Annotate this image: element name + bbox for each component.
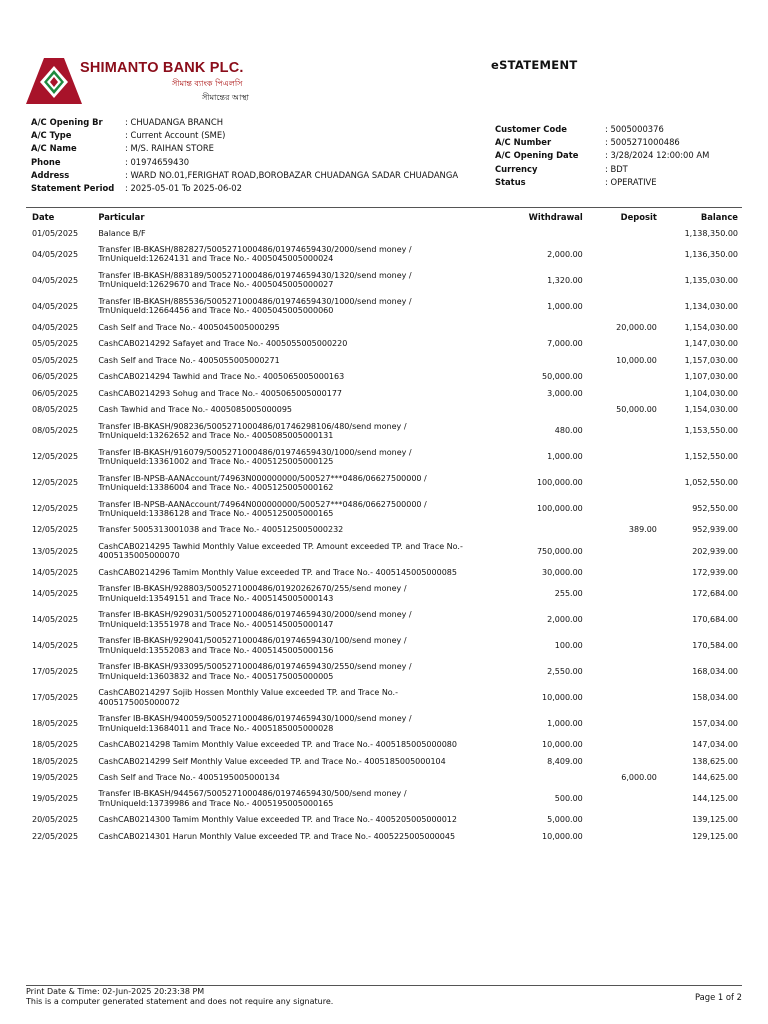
info-label: Statement Period xyxy=(31,183,115,194)
cell-particular xyxy=(92,336,485,352)
cell-particular xyxy=(92,241,485,267)
cell-particular xyxy=(92,633,485,659)
table-row xyxy=(26,241,742,267)
cell-date: 14/05/2025 xyxy=(32,640,79,650)
cell-balance: 1,138,350.00 xyxy=(684,228,738,238)
table-row xyxy=(26,581,742,607)
particular-line-1: Transfer 5005313001038 and Trace No.- 4005125005000232 xyxy=(98,525,344,535)
table-row xyxy=(26,522,742,538)
cell-withdrawal: 1,320.00 xyxy=(547,275,583,285)
particular-line-1: Cash Tawhid and Trace No.- 4005085005000095 xyxy=(98,404,293,414)
info-label: A/C Opening Date xyxy=(495,150,579,161)
cell-balance: 157,034.00 xyxy=(692,718,738,728)
particular-line-1: CashCAB0214297 Sojib Hossen Monthly Value exceeded TP. and Trace No.- xyxy=(98,688,398,698)
particular-line-1: CashCAB0214296 Tamim Monthly Value exceeded TP. and Trace No.- 4005145005000085 xyxy=(98,567,457,577)
cell-deposit xyxy=(587,385,661,401)
particular-line-2: 4005175005000072 xyxy=(98,697,180,707)
info-row xyxy=(495,136,709,149)
particular-line-1: CashCAB0214295 Tawhid Monthly Value exceeded TP. Amount exceeded TP. and Trace No.- xyxy=(98,541,463,551)
cell-particular xyxy=(92,352,485,368)
particular-line-2: TrnUniqueId:13386004 and Trace No.- 4005125005000162 xyxy=(98,482,334,492)
table-header-row xyxy=(26,209,742,225)
cell-date: 04/05/2025 xyxy=(32,275,79,285)
info-row xyxy=(31,182,458,195)
info-value: : M/S. RAIHAN STORE xyxy=(125,143,214,154)
info-row xyxy=(31,169,458,182)
cell-deposit xyxy=(587,753,661,769)
cell-withdrawal: 100,000.00 xyxy=(536,478,583,488)
particular-line-1: Transfer IB-BKASH/933095/5005271000486/01974659430/2550/send money / xyxy=(98,662,412,672)
cell-date: 05/05/2025 xyxy=(32,339,79,349)
cell-balance: 1,104,030.00 xyxy=(684,388,738,398)
table-row xyxy=(26,786,742,812)
cell-withdrawal xyxy=(485,769,587,785)
particular-line-1: CashCAB0214301 Harun Monthly Value exceeded TP. and Trace No.- 4005225005000045 xyxy=(98,831,456,841)
info-value: : WARD NO.01,FERIGHAT ROAD,BOROBAZAR CHUADANGA SADAR CHUADANGA xyxy=(125,169,459,180)
cell-balance: 1,154,030.00 xyxy=(684,322,738,332)
cell-withdrawal xyxy=(485,319,587,335)
info-row xyxy=(495,149,709,162)
cell-particular xyxy=(92,581,485,607)
info-label: Address xyxy=(31,169,70,180)
info-value: : OPERATIVE xyxy=(605,176,657,187)
particular-line-2: TrnUniqueId:13549151 and Trace No.- 4005145005000143 xyxy=(98,593,334,603)
cell-date: 18/05/2025 xyxy=(32,718,79,728)
cell-particular xyxy=(92,607,485,633)
cell-balance: 202,939.00 xyxy=(692,546,738,556)
table-row xyxy=(26,607,742,633)
cell-particular xyxy=(92,418,485,444)
particular-line-1: Cash Self and Trace No.- 4005055005000271 xyxy=(98,355,280,365)
particular-line-1: Transfer IB-NPSB-AANAccount/74963N000000000/500527***0486/06627500000 / xyxy=(98,473,427,483)
table-row xyxy=(26,633,742,659)
cell-particular xyxy=(92,225,485,241)
cell-withdrawal: 100.00 xyxy=(554,640,583,650)
table-row xyxy=(26,352,742,368)
cell-date: 04/05/2025 xyxy=(32,301,79,311)
cell-date: 19/05/2025 xyxy=(32,794,79,804)
particular-line-2: TrnUniqueId:13684011 and Trace No.- 4005185005000028 xyxy=(98,723,334,733)
cell-date: 08/05/2025 xyxy=(32,404,79,414)
table-row xyxy=(26,711,742,737)
particular-line-2: 4005135005000070 xyxy=(98,551,180,561)
col-header-deposit: Deposit xyxy=(620,212,657,222)
info-value: : 3/28/2024 12:00:00 AM xyxy=(605,150,710,161)
cell-particular xyxy=(92,737,485,753)
cell-date: 01/05/2025 xyxy=(32,228,79,238)
generated-note: This is a computer generated statement and does not require any signature. xyxy=(26,996,334,1006)
print-date: Print Date & Time: 02-Jun-2025 20:23:38 PM xyxy=(26,987,205,996)
info-label: A/C Opening Br xyxy=(31,117,103,127)
table-row xyxy=(26,564,742,580)
cell-particular xyxy=(92,401,485,417)
cell-deposit xyxy=(587,564,661,580)
bank-slogan-bengali: সীমান্তের আস্থা xyxy=(202,93,249,102)
table-row xyxy=(26,444,742,470)
cell-date: 06/05/2025 xyxy=(32,372,79,382)
cell-date: 20/05/2025 xyxy=(32,815,79,825)
cell-deposit xyxy=(587,241,661,267)
cell-deposit xyxy=(587,633,661,659)
cell-balance: 1,052,550.00 xyxy=(684,478,738,488)
table-row xyxy=(26,293,742,319)
cell-date: 06/05/2025 xyxy=(32,388,79,398)
cell-deposit xyxy=(587,538,661,564)
cell-date: 08/05/2025 xyxy=(32,426,79,436)
col-header-withdrawal: Withdrawal xyxy=(528,212,583,222)
info-value: : Current Account (SME) xyxy=(125,130,226,141)
table-row xyxy=(26,225,742,241)
table-row xyxy=(26,401,742,417)
cell-particular xyxy=(92,496,485,522)
cell-particular xyxy=(92,538,485,564)
cell-deposit: 6,000.00 xyxy=(621,772,657,782)
cell-balance: 1,107,030.00 xyxy=(684,372,738,382)
info-row xyxy=(495,123,709,136)
cell-withdrawal: 1,000.00 xyxy=(547,718,583,728)
cell-balance: 1,152,550.00 xyxy=(684,452,738,462)
cell-withdrawal xyxy=(485,225,587,241)
cell-withdrawal: 10,000.00 xyxy=(542,740,583,750)
table-row xyxy=(26,470,742,496)
cell-deposit xyxy=(587,225,661,241)
cell-deposit: 10,000.00 xyxy=(616,355,657,365)
table-row xyxy=(26,685,742,711)
info-row xyxy=(31,129,458,142)
cell-date: 04/05/2025 xyxy=(32,249,79,259)
info-label: A/C Type xyxy=(31,130,72,141)
bank-logo xyxy=(24,56,254,106)
table-row xyxy=(26,753,742,769)
info-value: : CHUADANGA BRANCH xyxy=(125,117,224,127)
cell-particular xyxy=(92,444,485,470)
cell-withdrawal: 750,000.00 xyxy=(536,546,583,556)
cell-date: 05/05/2025 xyxy=(32,355,79,365)
transaction-rows xyxy=(26,225,742,844)
cell-particular xyxy=(92,470,485,496)
cell-deposit xyxy=(587,711,661,737)
cell-deposit xyxy=(587,737,661,753)
cell-particular xyxy=(92,769,485,785)
cell-deposit xyxy=(587,369,661,385)
cell-deposit xyxy=(587,685,661,711)
particular-line-1: Cash Self and Trace No.- 4005045005000295 xyxy=(98,322,280,332)
cell-withdrawal: 8,409.00 xyxy=(547,756,583,766)
cell-particular xyxy=(92,685,485,711)
cell-withdrawal: 5,000.00 xyxy=(547,815,583,825)
cell-balance: 138,625.00 xyxy=(692,756,738,766)
info-label: Customer Code xyxy=(495,124,567,134)
cell-particular xyxy=(92,786,485,812)
particular-line-1: CashCAB0214294 Tawhid and Trace No.- 4005065005000163 xyxy=(98,372,345,382)
particular-line-2: TrnUniqueId:13739986 and Trace No.- 4005195005000165 xyxy=(98,798,334,808)
table-row xyxy=(26,812,742,828)
cell-withdrawal: 2,000.00 xyxy=(547,249,583,259)
particular-line-2: TrnUniqueId:12629670 and Trace No.- 4005045005000027 xyxy=(98,280,334,290)
col-header-particular: Particular xyxy=(98,212,145,222)
cell-balance: 1,135,030.00 xyxy=(684,275,738,285)
particular-line-1: Transfer IB-BKASH/929041/5005271000486/01974659430/100/send money / xyxy=(98,636,407,646)
info-label: A/C Number xyxy=(495,137,552,148)
transaction-table xyxy=(26,209,742,844)
cell-date: 12/05/2025 xyxy=(32,452,79,462)
info-label: Status xyxy=(495,176,526,187)
info-row xyxy=(495,176,709,189)
cell-date: 14/05/2025 xyxy=(32,614,79,624)
table-row xyxy=(26,267,742,293)
particular-line-1: Transfer IB-BKASH/908236/5005271000486/01746298106/480/send money / xyxy=(98,421,407,431)
info-row xyxy=(495,163,709,176)
cell-withdrawal: 255.00 xyxy=(554,588,583,598)
cell-balance: 172,939.00 xyxy=(692,567,738,577)
particular-line-1: CashCAB0214298 Tamim Monthly Value exceeded TP. and Trace No.- 4005185005000080 xyxy=(98,740,457,750)
table-row xyxy=(26,769,742,785)
cell-deposit xyxy=(587,607,661,633)
bank-name: SHIMANTO BANK PLC. xyxy=(80,60,244,76)
cell-balance: 158,034.00 xyxy=(692,692,738,702)
cell-deposit: 50,000.00 xyxy=(616,404,657,414)
particular-line-1: CashCAB0214292 Safayet and Trace No.- 4005055005000220 xyxy=(98,339,348,349)
cell-particular xyxy=(92,659,485,685)
cell-particular xyxy=(92,385,485,401)
info-value: : 2025-05-01 To 2025-06-02 xyxy=(125,183,242,194)
table-row xyxy=(26,828,742,844)
cell-balance: 144,625.00 xyxy=(692,772,738,782)
particular-line-1: Balance B/F xyxy=(98,228,146,238)
info-row xyxy=(31,156,458,169)
info-label: Phone xyxy=(31,156,61,167)
particular-line-1: Transfer IB-NPSB-AANAccount/74964N000000000/500527***0486/06627500000 / xyxy=(98,499,427,509)
cell-balance: 144,125.00 xyxy=(692,794,738,804)
table-row xyxy=(26,737,742,753)
particular-line-1: Transfer IB-BKASH/928803/5005271000486/01920262670/255/send money / xyxy=(98,584,407,594)
cell-withdrawal: 10,000.00 xyxy=(542,692,583,702)
cell-balance: 952,939.00 xyxy=(692,525,738,535)
cell-particular xyxy=(92,319,485,335)
account-info-right xyxy=(495,123,709,189)
cell-date: 04/05/2025 xyxy=(32,322,79,332)
cell-balance: 170,684.00 xyxy=(692,614,738,624)
table-row xyxy=(26,319,742,335)
cell-withdrawal: 500.00 xyxy=(554,794,583,804)
info-row xyxy=(31,142,458,155)
cell-balance: 1,157,030.00 xyxy=(684,355,738,365)
particular-line-2: TrnUniqueId:13551978 and Trace No.- 4005145005000147 xyxy=(98,619,334,629)
bank-logo-mark xyxy=(24,56,84,104)
cell-particular xyxy=(92,753,485,769)
table-row xyxy=(26,369,742,385)
cell-balance: 1,147,030.00 xyxy=(684,339,738,349)
cell-withdrawal: 1,000.00 xyxy=(547,301,583,311)
col-header-date: Date xyxy=(32,212,55,222)
account-info-left xyxy=(31,116,458,195)
table-row xyxy=(26,538,742,564)
cell-date: 13/05/2025 xyxy=(32,546,79,556)
cell-deposit xyxy=(587,828,661,844)
cell-withdrawal: 3,000.00 xyxy=(547,388,583,398)
cell-withdrawal xyxy=(485,522,587,538)
cell-deposit xyxy=(587,496,661,522)
cell-deposit xyxy=(587,812,661,828)
cell-date: 12/05/2025 xyxy=(32,525,79,535)
info-row xyxy=(31,116,458,129)
cell-balance: 952,550.00 xyxy=(692,504,738,514)
cell-withdrawal: 2,000.00 xyxy=(547,614,583,624)
cell-date: 17/05/2025 xyxy=(32,692,79,702)
cell-deposit xyxy=(587,267,661,293)
particular-line-1: Cash Self and Trace No.- 4005195005000134 xyxy=(98,772,280,782)
info-label: A/C Name xyxy=(31,143,77,154)
cell-deposit xyxy=(587,444,661,470)
particular-line-1: CashCAB0214299 Self Monthly Value exceeded TP. and Trace No.- 4005185005000104 xyxy=(98,756,446,766)
cell-balance: 129,125.00 xyxy=(692,831,738,841)
header-divider xyxy=(26,207,742,208)
particular-line-1: CashCAB0214300 Tamim Monthly Value exceeded TP. and Trace No.- 4005205005000012 xyxy=(98,815,457,825)
info-value: : BDT xyxy=(605,163,628,174)
table-row xyxy=(26,385,742,401)
cell-date: 17/05/2025 xyxy=(32,666,79,676)
page-number: Page 1 of 2 xyxy=(695,992,742,1002)
particular-line-2: TrnUniqueId:13361002 and Trace No.- 4005125005000125 xyxy=(98,456,334,466)
particular-line-2: TrnUniqueId:13603832 and Trace No.- 4005175005000005 xyxy=(98,671,334,681)
cell-deposit xyxy=(587,336,661,352)
cell-withdrawal: 1,000.00 xyxy=(547,452,583,462)
bank-tagline-bengali: সীমান্ত ব্যাংক পিএলসি xyxy=(172,79,243,88)
cell-balance: 172,684.00 xyxy=(692,588,738,598)
cell-deposit xyxy=(587,470,661,496)
cell-balance: 1,153,550.00 xyxy=(684,426,738,436)
footer-divider xyxy=(26,985,742,986)
cell-deposit: 20,000.00 xyxy=(616,322,657,332)
cell-withdrawal: 50,000.00 xyxy=(542,372,583,382)
cell-particular xyxy=(92,369,485,385)
document-title: eSTATEMENT xyxy=(491,58,578,72)
cell-deposit: 389.00 xyxy=(628,525,657,535)
cell-withdrawal: 480.00 xyxy=(554,426,583,436)
cell-date: 18/05/2025 xyxy=(32,740,79,750)
cell-balance: 1,134,030.00 xyxy=(684,301,738,311)
particular-line-1: CashCAB0214293 Sohug and Trace No.- 4005065005000177 xyxy=(98,388,342,398)
cell-date: 12/05/2025 xyxy=(32,478,79,488)
cell-deposit xyxy=(587,418,661,444)
particular-line-2: TrnUniqueId:12624131 and Trace No.- 4005045005000024 xyxy=(98,254,334,264)
cell-deposit xyxy=(587,659,661,685)
cell-deposit xyxy=(587,786,661,812)
table-row xyxy=(26,418,742,444)
cell-withdrawal: 7,000.00 xyxy=(547,339,583,349)
table-row xyxy=(26,336,742,352)
cell-particular xyxy=(92,711,485,737)
particular-line-1: Transfer IB-BKASH/885536/5005271000486/01974659430/1000/send money / xyxy=(98,297,412,307)
cell-particular xyxy=(92,293,485,319)
particular-line-1: Transfer IB-BKASH/882827/5005271000486/01974659430/2000/send money / xyxy=(98,245,412,255)
particular-line-1: Transfer IB-BKASH/929031/5005271000486/01974659430/2000/send money / xyxy=(98,610,412,620)
cell-balance: 168,034.00 xyxy=(692,666,738,676)
cell-withdrawal: 2,550.00 xyxy=(547,666,583,676)
cell-balance: 1,136,350.00 xyxy=(684,249,738,259)
cell-particular xyxy=(92,522,485,538)
cell-balance: 1,154,030.00 xyxy=(684,404,738,414)
cell-date: 14/05/2025 xyxy=(32,588,79,598)
cell-date: 18/05/2025 xyxy=(32,756,79,766)
cell-withdrawal: 100,000.00 xyxy=(536,504,583,514)
cell-deposit xyxy=(587,581,661,607)
footer xyxy=(26,987,333,1006)
cell-withdrawal xyxy=(485,401,587,417)
cell-date: 14/05/2025 xyxy=(32,567,79,577)
particular-line-1: Transfer IB-BKASH/916079/5005271000486/01974659430/1000/send money / xyxy=(98,447,412,457)
cell-withdrawal: 10,000.00 xyxy=(542,831,583,841)
info-value: : 5005000376 xyxy=(605,124,664,134)
cell-balance: 139,125.00 xyxy=(692,815,738,825)
cell-deposit xyxy=(587,293,661,319)
particular-line-1: Transfer IB-BKASH/940059/5005271000486/01974659430/1000/send money / xyxy=(98,714,412,724)
cell-particular xyxy=(92,267,485,293)
info-value: : 01974659430 xyxy=(125,156,190,167)
particular-line-2: TrnUniqueId:13262652 and Trace No.- 4005085005000131 xyxy=(98,430,334,440)
cell-particular xyxy=(92,564,485,580)
cell-date: 22/05/2025 xyxy=(32,831,79,841)
info-value: : 5005271000486 xyxy=(605,137,680,148)
table-row xyxy=(26,496,742,522)
particular-line-1: Transfer IB-BKASH/944567/5005271000486/01974659430/500/send money / xyxy=(98,789,407,799)
table-row xyxy=(26,659,742,685)
cell-withdrawal: 30,000.00 xyxy=(542,567,583,577)
cell-balance: 147,034.00 xyxy=(692,740,738,750)
col-header-balance: Balance xyxy=(700,212,738,222)
cell-date: 12/05/2025 xyxy=(32,504,79,514)
particular-line-2: TrnUniqueId:12664456 and Trace No.- 4005045005000060 xyxy=(98,306,334,316)
particular-line-1: Transfer IB-BKASH/883189/5005271000486/01974659430/1320/send money / xyxy=(98,271,412,281)
info-label: Currency xyxy=(495,163,538,174)
cell-particular xyxy=(92,812,485,828)
cell-balance: 170,584.00 xyxy=(692,640,738,650)
cell-withdrawal xyxy=(485,352,587,368)
cell-particular xyxy=(92,828,485,844)
cell-date: 19/05/2025 xyxy=(32,772,79,782)
particular-line-2: TrnUniqueId:13552083 and Trace No.- 4005145005000156 xyxy=(98,645,334,655)
particular-line-2: TrnUniqueId:13386128 and Trace No.- 4005125005000165 xyxy=(98,508,334,518)
